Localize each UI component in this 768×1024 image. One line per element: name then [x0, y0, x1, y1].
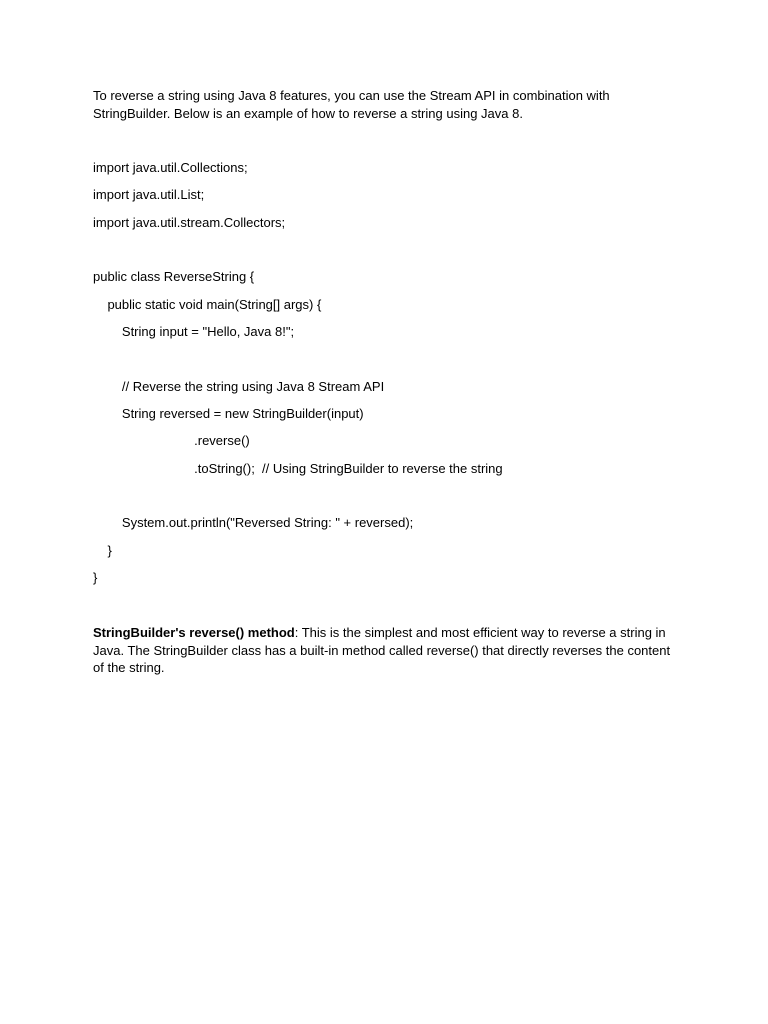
code-line-tostring-call: .toString(); // Using StringBuilder to reverse the string [93, 461, 503, 476]
note-text: : This is the simplest and most efficient way to reverse a string in Java. The StringBuilder class has a built-in method called reverse() that directly reverses the content of the string. [93, 625, 671, 675]
code-line-comment: // Reverse the string using Java 8 Stream API [93, 379, 385, 394]
intro-paragraph: To reverse a string using Java 8 features, you can use the Stream API in combination with StringBuilder. Below is an example of how to reverse a string using Java 8. [93, 88, 610, 121]
code-line-reversed-variable: String reversed = new StringBuilder(input) [93, 406, 364, 421]
note-paragraph [93, 624, 673, 677]
code-line-import-list: import java.util.List; [93, 187, 205, 202]
code-line-class-close: } [93, 570, 98, 585]
code-line-class-declaration: public class ReverseString { [93, 269, 255, 284]
code-line-import-collections: import java.util.Collections; [93, 160, 248, 175]
code-line-println: System.out.println("Reversed String: " + reversed); [93, 515, 414, 530]
code-line-input-variable: String input = "Hello, Java 8!"; [93, 324, 295, 339]
code-line-import-collectors: import java.util.stream.Collectors; [93, 215, 286, 230]
code-line-main-method: public static void main(String[] args) { [93, 297, 322, 312]
code-line-method-close: } [93, 543, 112, 558]
code-line-reverse-call: .reverse() [93, 433, 250, 448]
note-bold-label: StringBuilder's reverse() method [93, 625, 295, 640]
